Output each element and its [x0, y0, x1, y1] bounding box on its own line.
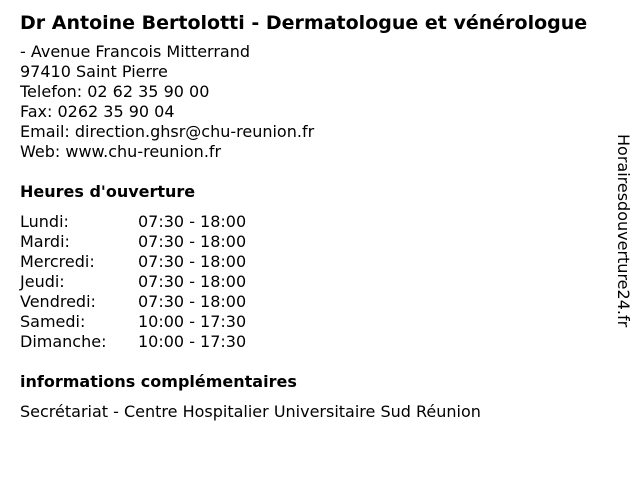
hours-row-sunday	[20, 332, 610, 352]
fax-text: Fax: 0262 35 90 04	[20, 102, 175, 121]
hours-row-friday	[20, 292, 610, 312]
time-range: 07:30 - 18:00	[138, 232, 247, 251]
site-watermark: Horairesdouverture24.fr	[614, 134, 633, 328]
day-label: Dimanche:	[20, 332, 107, 351]
hours-row-saturday	[20, 312, 610, 332]
time-range: 07:30 - 18:00	[138, 212, 247, 231]
time-range: 07:30 - 18:00	[138, 272, 247, 291]
hours-row-tuesday	[20, 232, 610, 252]
day-label: Mercredi:	[20, 252, 95, 271]
hours-table	[20, 212, 610, 352]
time-range: 07:30 - 18:00	[138, 252, 247, 271]
address-city: 97410 Saint Pierre	[20, 62, 168, 81]
contact-block	[20, 42, 610, 162]
address-street: - Avenue Francois Mitterrand	[20, 42, 251, 61]
doctor-card	[20, 10, 610, 422]
time-range: 07:30 - 18:00	[138, 292, 247, 311]
day-label: Jeudi:	[20, 272, 65, 291]
page-title: Dr Antoine Bertolotti - Dermatologue et vénérologue	[20, 12, 588, 34]
time-range: 10:00 - 17:30	[138, 332, 247, 351]
phone-text: Telefon: 02 62 35 90 00	[20, 82, 210, 101]
email-text: Email: direction.ghsr@chu-reunion.fr	[20, 122, 315, 141]
hours-heading: Heures d'ouverture	[20, 182, 196, 201]
day-label: Samedi:	[20, 312, 86, 331]
day-label: Vendredi:	[20, 292, 96, 311]
hours-row-thursday	[20, 272, 610, 292]
hours-row-wednesday	[20, 252, 610, 272]
time-range: 10:00 - 17:30	[138, 312, 247, 331]
info-text: Secrétariat - Centre Hospitalier Universitaire Sud Réunion	[20, 402, 481, 421]
info-heading: informations complémentaires	[20, 372, 297, 391]
day-label: Lundi:	[20, 212, 69, 231]
day-label: Mardi:	[20, 232, 70, 251]
hours-row-monday	[20, 212, 610, 232]
web-text: Web: www.chu-reunion.fr	[20, 142, 222, 161]
